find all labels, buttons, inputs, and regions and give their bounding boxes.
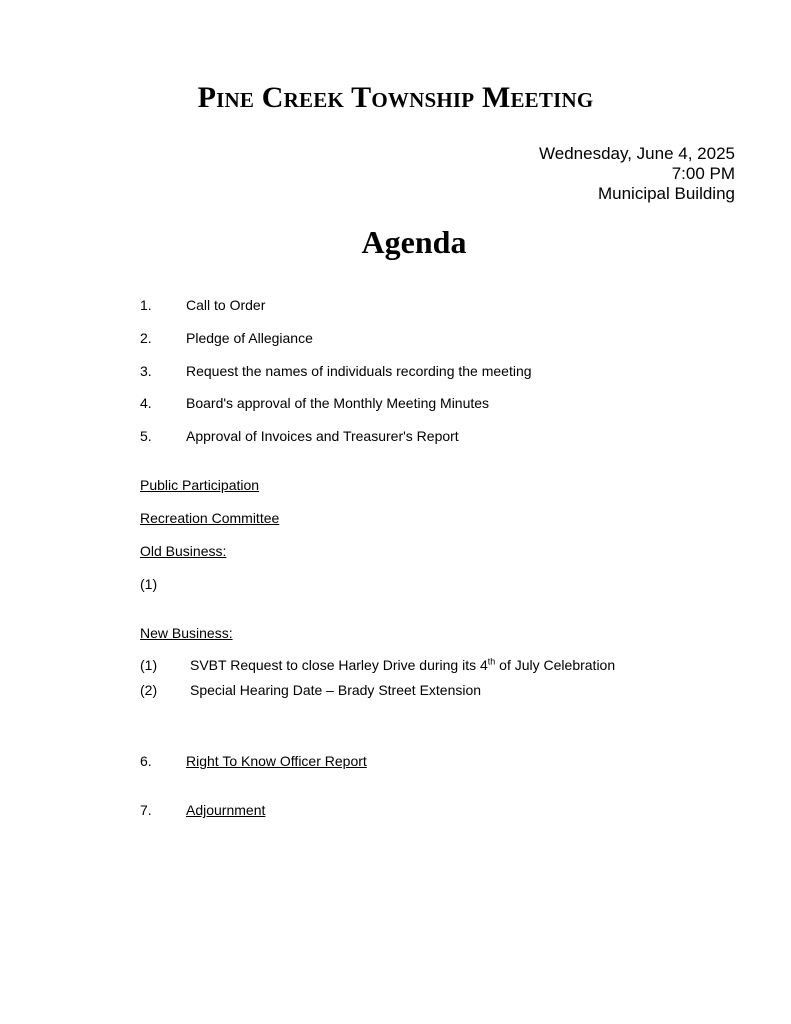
item-text: SVBT Request to close Harley Drive during its 4th of July Celebration [190,656,616,673]
item-number: 2. [140,330,152,346]
item-number: (1) [140,576,158,592]
recreation-committee-heading: Recreation Committee [140,510,280,526]
ordinal-suffix: th [487,656,496,667]
item-text: Approval of Invoices and Treasurer's Report [186,428,459,444]
item-number: 7. [140,802,152,818]
new-business-heading: New Business: [140,625,233,641]
meeting-details [539,144,735,204]
old-business-heading: Old Business: [140,543,227,559]
item-number: (2) [140,682,158,698]
item-text: Board's approval of the Monthly Meeting Minutes [186,395,490,411]
item-text: Call to Order [186,297,266,313]
item-text: Special Hearing Date – Brady Street Extension [190,682,482,698]
document-title: Pine Creek Township Meeting [197,81,594,114]
meeting-date: Wednesday, June 4, 2025 [539,144,735,163]
item-number: (1) [140,657,158,673]
agenda-heading: Agenda [361,224,467,260]
meeting-time: 7:00 PM [671,164,735,183]
item-text: Pledge of Allegiance [186,330,313,346]
item-number: 6. [140,753,152,769]
public-participation-heading: Public Participation [140,477,260,493]
item-text: Request the names of individuals recording the meeting [186,363,532,379]
item-number: 4. [140,395,152,411]
meeting-location: Municipal Building [597,184,735,203]
item-text: Adjournment [186,802,266,818]
item-number: 5. [140,428,152,444]
item-number: 3. [140,363,152,379]
item-text: Right To Know Officer Report [186,753,367,769]
item-number: 1. [140,297,152,313]
